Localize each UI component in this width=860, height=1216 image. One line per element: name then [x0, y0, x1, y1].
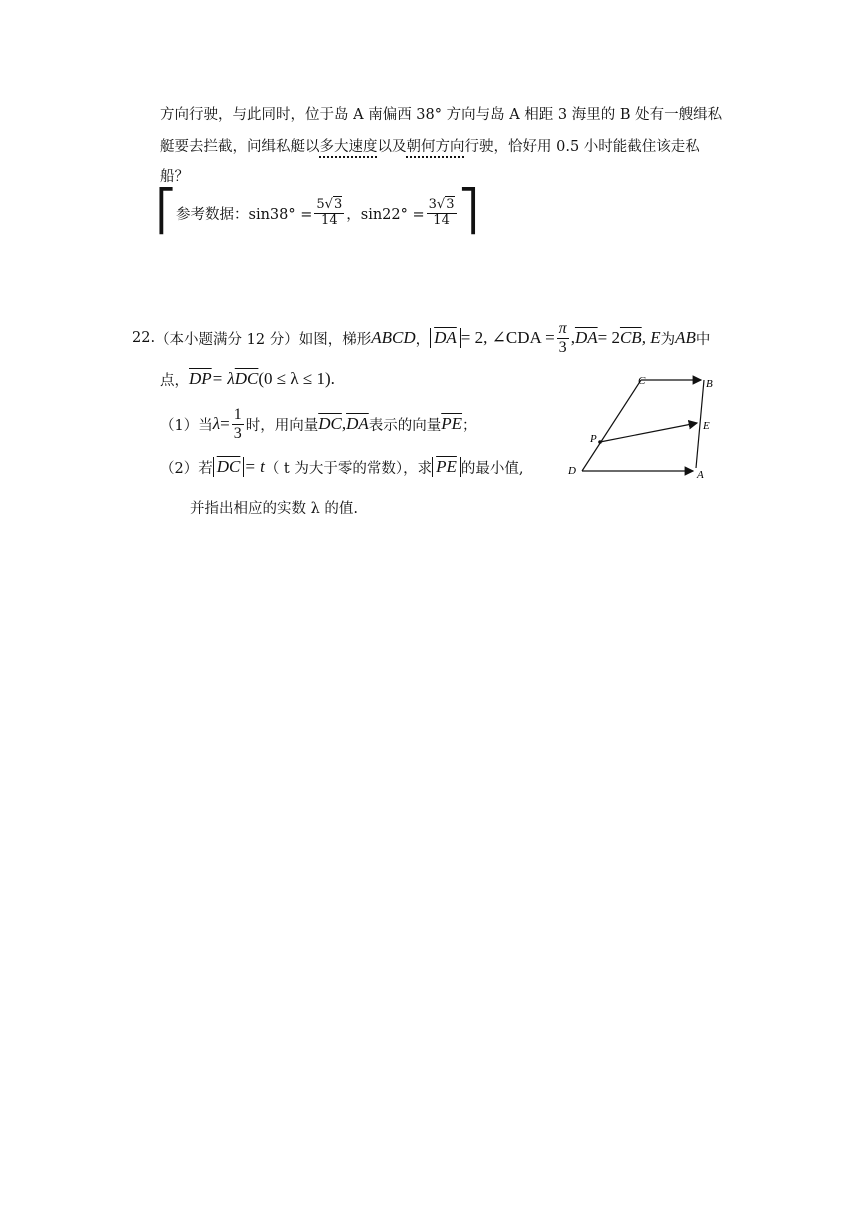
trapezoid-figure [560, 370, 740, 490]
left-bracket: ⎡ [156, 188, 176, 234]
label-e: E [703, 420, 710, 432]
q22-number: 22. [132, 330, 156, 346]
q22-part-2: （2）若 $\overline{DC}$ = t （ t 为大于零的常数），求 $\overline{PE}$ 的最小值, [160, 457, 524, 477]
segment-dc [582, 380, 641, 471]
label-a: A [697, 469, 704, 481]
fraction-3sqrt3-over-14: $\frac{3√3}{14}$ [428, 197, 455, 228]
q21-line-3: 船？ [160, 169, 189, 185]
point-p [598, 440, 602, 444]
label-p: P [590, 433, 597, 445]
label-b: B [706, 378, 713, 390]
q21-line-2: 艇要去拦截，问缉私艇以多大速度以及朝何方向行驶，恰好用 0.5 小时能截住该走私 [160, 139, 700, 155]
q21-reference-data: ⎡ 参考数据：sin38° = $\frac{5√3}{14}$ ，sin22° = $\frac{3√3}{14}$ ⎤ [156, 188, 479, 234]
right-bracket: ⎤ [458, 188, 479, 234]
label-d: D [568, 465, 576, 477]
q22-part-1: （1）当 λ = $\frac{1}{3}$ 时，用向量 $\overline{DC}$ , $\overline{DA}$ 表示的向量 $\overline{PE}$ ； [160, 405, 477, 442]
q21-line-1: 方向行驶，与此同时，位于岛 A 南偏西 38° 方向与岛 A 相距 3 海里的 B 处有一艘缉私 [160, 107, 723, 123]
q22-line-1: 22. （本小题满分 12 分） 如图，梯形 ABCD ， $\overline{DA}$ = 2, ∠CDA = $\frac{\pi}{3}$ , $\overline{DA}$ = 2 $\overline{CB}$ , E 为 AB 中 [132, 319, 711, 356]
vector-pe [600, 423, 697, 442]
label-c: C [638, 375, 646, 387]
fraction-5sqrt3-over-14: $\frac{5√3}{14}$ [316, 197, 343, 228]
q22-score: （本小题满分 12 分） [155, 331, 299, 348]
q22-line-2: 点， $\overline{DP}$ = λ $\overline{DC}$ (0 ≤ λ ≤ 1) . [160, 369, 335, 389]
q22-part-2-line-2: 并指出相应的实数 λ 的值. [190, 501, 359, 517]
